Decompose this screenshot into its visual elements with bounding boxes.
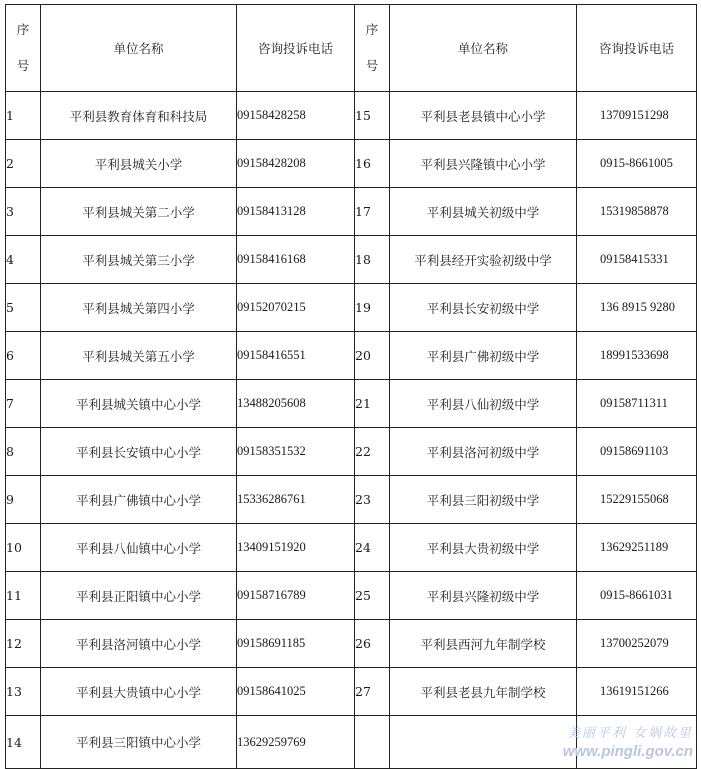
row-phone-left: 09158716789	[237, 572, 355, 620]
row-unit-right: 平利县西河九年制学校	[390, 620, 577, 668]
row-unit-left: 平利县洛河镇中心小学	[41, 620, 237, 668]
row-phone-right: 13629251189	[577, 524, 697, 572]
row-phone-right: 13700252079	[577, 620, 697, 668]
row-phone-right: 15319858878	[577, 188, 697, 236]
row-phone-left: 13409151920	[237, 524, 355, 572]
row-seq-right: 19	[355, 284, 390, 332]
header-phone: 咨询投诉电话	[237, 5, 355, 92]
row-seq-right: 21	[355, 380, 390, 428]
row-seq-left: 4	[6, 236, 41, 284]
row-phone-left: 13629259769	[237, 716, 355, 769]
table-row	[6, 188, 697, 236]
table-row	[6, 428, 697, 476]
header-seq	[6, 5, 41, 92]
row-seq-left: 14	[6, 716, 41, 769]
row-unit-right: 平利县经开实验初级中学	[390, 236, 577, 284]
row-phone-right: 09158415331	[577, 236, 697, 284]
row-unit-right: 平利县八仙初级中学	[390, 380, 577, 428]
row-phone-left: 09158413128	[237, 188, 355, 236]
table-row	[6, 668, 697, 716]
row-seq-right: 16	[355, 140, 390, 188]
row-seq-right: 25	[355, 572, 390, 620]
header-phone: 咨询投诉电话	[577, 5, 697, 92]
row-unit-right: 平利县大贵初级中学	[390, 524, 577, 572]
row-seq-right: 27	[355, 668, 390, 716]
row-unit-left: 平利县正阳镇中心小学	[41, 572, 237, 620]
contact-directory-table	[5, 4, 697, 769]
row-seq-left: 1	[6, 92, 41, 140]
row-seq-left: 13	[6, 668, 41, 716]
row-seq-left: 5	[6, 284, 41, 332]
row-unit-right: 平利县洛河初级中学	[390, 428, 577, 476]
table-row	[6, 140, 697, 188]
header-seq-top: 序	[16, 22, 30, 37]
row-unit-right: 平利县兴隆镇中心小学	[390, 140, 577, 188]
table-row	[6, 284, 697, 332]
header-seq-bottom: 号	[16, 58, 30, 73]
row-unit-right: 平利县城关初级中学	[390, 188, 577, 236]
header-unit-name: 单位名称	[390, 5, 577, 92]
row-phone-left: 09158428208	[237, 140, 355, 188]
row-phone-left: 09158416551	[237, 332, 355, 380]
table-row	[6, 524, 697, 572]
row-seq-right: 18	[355, 236, 390, 284]
row-seq-right	[355, 716, 390, 769]
row-seq-right: 17	[355, 188, 390, 236]
row-phone-left: 09158428258	[237, 92, 355, 140]
row-seq-left: 11	[6, 572, 41, 620]
site-watermark	[563, 725, 693, 761]
header-unit-name: 单位名称	[41, 5, 237, 92]
row-unit-left: 平利县城关第三小学	[41, 236, 237, 284]
row-unit-left: 平利县广佛镇中心小学	[41, 476, 237, 524]
row-phone-left: 13488205608	[237, 380, 355, 428]
header-row	[6, 5, 697, 92]
watermark-url: www.pingli.gov.cn	[562, 743, 693, 760]
row-phone-right: 18991533698	[577, 332, 697, 380]
row-phone-left: 09158641025	[237, 668, 355, 716]
row-seq-left: 9	[6, 476, 41, 524]
row-seq-left: 3	[6, 188, 41, 236]
table-row	[6, 92, 697, 140]
row-unit-left: 平利县八仙镇中心小学	[41, 524, 237, 572]
table-row	[6, 236, 697, 284]
row-seq-left: 7	[6, 380, 41, 428]
row-phone-right: 13619151266	[577, 668, 697, 716]
row-unit-right: 平利县老县镇中心小学	[390, 92, 577, 140]
row-phone-right: 09158711311	[577, 380, 697, 428]
row-seq-left: 2	[6, 140, 41, 188]
row-unit-left: 平利县城关第五小学	[41, 332, 237, 380]
watermark-slogan: 美丽平利 女娲故里	[566, 726, 693, 741]
row-unit-right: 平利县兴隆初级中学	[390, 572, 577, 620]
row-seq-right: 22	[355, 428, 390, 476]
row-seq-right: 26	[355, 620, 390, 668]
row-phone-right: 136 8915 9280	[577, 284, 697, 332]
row-seq-left: 8	[6, 428, 41, 476]
table-row	[6, 380, 697, 428]
row-unit-left: 平利县教育体育和科技局	[41, 92, 237, 140]
table-body	[6, 92, 697, 769]
row-phone-right: 13709151298	[577, 92, 697, 140]
header-seq-top: 序	[365, 22, 379, 37]
row-unit-left: 平利县城关镇中心小学	[41, 380, 237, 428]
row-unit-left: 平利县城关第二小学	[41, 188, 237, 236]
header-seq-bottom: 号	[365, 58, 379, 73]
row-phone-left: 09152070215	[237, 284, 355, 332]
row-phone-right: 0915-8661031	[577, 572, 697, 620]
table-row	[6, 572, 697, 620]
row-seq-right: 20	[355, 332, 390, 380]
row-seq-left: 12	[6, 620, 41, 668]
row-phone-left: 09158351532	[237, 428, 355, 476]
row-phone-right: 0915-8661005	[577, 140, 697, 188]
table-row	[6, 332, 697, 380]
row-phone-left: 09158691185	[237, 620, 355, 668]
row-phone-left: 09158416168	[237, 236, 355, 284]
row-unit-right: 平利县老县九年制学校	[390, 668, 577, 716]
row-seq-right: 15	[355, 92, 390, 140]
row-phone-right: 15229155068	[577, 476, 697, 524]
table-row	[6, 476, 697, 524]
header-seq	[355, 5, 390, 92]
row-unit-left: 平利县长安镇中心小学	[41, 428, 237, 476]
row-unit-left: 平利县城关小学	[41, 140, 237, 188]
row-seq-left: 6	[6, 332, 41, 380]
row-unit-left: 平利县城关第四小学	[41, 284, 237, 332]
row-seq-left: 10	[6, 524, 41, 572]
row-unit-right	[390, 716, 577, 769]
row-unit-left: 平利县三阳镇中心小学	[41, 716, 237, 769]
row-unit-right: 平利县长安初级中学	[390, 284, 577, 332]
row-phone-left: 15336286761	[237, 476, 355, 524]
row-unit-right: 平利县三阳初级中学	[390, 476, 577, 524]
table-row	[6, 620, 697, 668]
row-seq-right: 24	[355, 524, 390, 572]
row-seq-right: 23	[355, 476, 390, 524]
row-unit-left: 平利县大贵镇中心小学	[41, 668, 237, 716]
row-unit-right: 平利县广佛初级中学	[390, 332, 577, 380]
row-phone-right: 09158691103	[577, 428, 697, 476]
